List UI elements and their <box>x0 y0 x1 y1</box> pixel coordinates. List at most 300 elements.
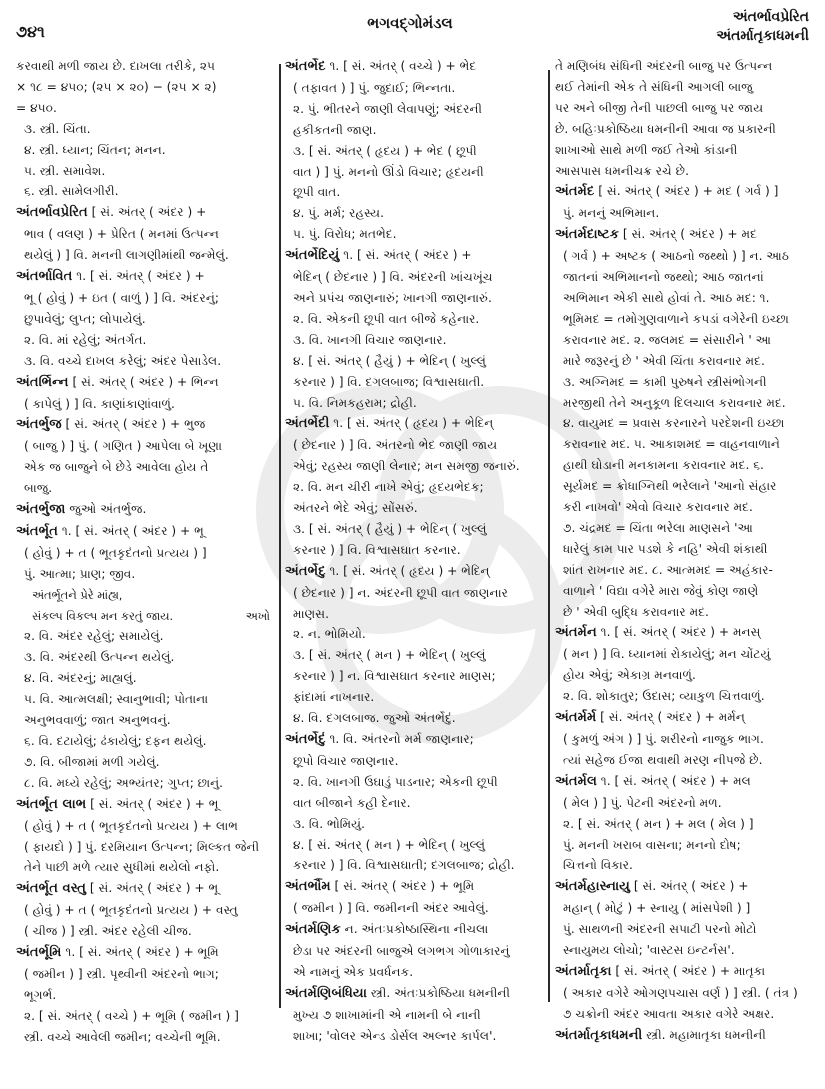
definition-text: ભૂ ( હોવું ) + ઇત ( વાળું ) ] વિ. અંદરનું; <box>24 290 220 305</box>
definition-text: ૪. પું. મર્મ; રહસ્ય. <box>293 206 385 221</box>
entry-line <box>16 606 274 627</box>
entry-line <box>285 708 542 729</box>
definition-text: ૭. વિ. બીજામાં મળી ગયેલું. <box>24 754 160 769</box>
definition-text: ૧. [ સં. અંતર્ ( અંદર ) + મલ <box>596 773 751 788</box>
definition-text: પું. મનની ખરાબ વાસના; મનનો દોષ; <box>563 837 741 852</box>
definition-text: અભિમાન એકી સાથે હોવાં તે. આઠ મદ: ૧. <box>563 290 770 305</box>
entry-line <box>285 624 542 645</box>
definition-text: × ૧૮ = ૪૫૦; (૨૫ × ૨૦) − (૨૫ × ૨) <box>16 79 217 94</box>
entry-line <box>16 626 274 647</box>
entry-line <box>285 1026 542 1047</box>
entry-line <box>555 665 813 686</box>
definition-text: ૨. વિ. માં રહેલું; અંતર્ગત. <box>24 332 147 347</box>
definition-text: ( ગર્વ ) + અષ્ટક ( આઠનો જથ્થો ) ] ન. આઠ <box>563 249 789 264</box>
definition-text: ૨. વિ. શોકાતુર; ઉદાસ; વ્યાકુળ ચિત્તવાળું. <box>563 689 765 704</box>
definition-text: ૨. [ સં. અંતર્ ( વચ્ચે ) + ભૂમિ ( જમીન ) ] <box>24 1008 239 1023</box>
entry-line <box>555 729 813 750</box>
entry-line <box>285 1005 542 1026</box>
definition-text: સ્ત્રી. મહામાતૃકા ધમનીની <box>642 1027 766 1042</box>
definition-text: વાત બીજાને કહી દેનાર. <box>293 795 411 810</box>
entry-line <box>285 687 542 708</box>
definition-text: એ નામનું એક પ્રવર્ધનક. <box>293 964 414 979</box>
definition-text: કરનાર ) ] વિ. વિશ્વાસઘાતી; દગલબાજ; દ્રોહી. <box>293 858 515 873</box>
definition-text: ૨. વિ. એકની છૂપી વાત બીજે કહેનાર. <box>293 311 480 326</box>
entry-headword-line <box>285 876 542 898</box>
definition-text: [ સં. અંતર્ ( અંદર ) + ભૂ <box>86 881 219 896</box>
entry-line <box>285 203 542 224</box>
definition-text: ૩. વિ. વચ્ચે દાખલ કરેલું; અંદર પેસાડેલ. <box>24 353 222 368</box>
entry-line <box>285 267 542 288</box>
definition-text: ૧. [ સં. અંતર્ ( અંદર ) + <box>72 269 205 284</box>
entry-line <box>555 686 813 707</box>
definition-text: ( જમીન ) ] વિ. જમીનની અંદર આવેલું. <box>293 901 489 916</box>
entry-line <box>16 816 274 837</box>
column-middle <box>285 56 542 1047</box>
entry-line <box>285 182 542 203</box>
definition-text: [ સં. અંતર્ ( અંદર ) + ભુજ <box>61 417 206 432</box>
entry-line <box>16 436 274 457</box>
entry-line <box>16 309 274 330</box>
definition-text: ૫. વિ. નિમકહરામ; દ્રોહી. <box>293 395 417 410</box>
entry-line <box>16 773 274 794</box>
definition-text: [ સં. અંતર્ ( અંદર ) + ભિન્ન <box>68 374 219 389</box>
entry-line <box>555 983 813 1004</box>
definition-text: ૩. વિ. ભોમિયું. <box>293 816 365 831</box>
entry-line <box>285 120 542 141</box>
page-header <box>0 0 825 56</box>
entry-headword-line <box>285 245 542 267</box>
entry-headword-line <box>16 521 274 543</box>
headword: અંતર્ભેદિયું <box>285 248 340 264</box>
definition-text: થયેલું ) ] વિ. મનની લાગણીમાંથી જન્મેલું. <box>24 248 229 263</box>
definition-text: ૧. [ સં. અંતર્ ( અંદર ) + ભૂમિ <box>61 945 219 960</box>
entry-line <box>285 519 542 540</box>
entry-line <box>555 560 813 581</box>
entry-line <box>285 330 542 351</box>
entry-line <box>16 689 274 710</box>
headword: અંતર્મર્મ <box>555 710 597 726</box>
definition-text: છે ' એવી બુદ્ધિ કરાવનાર મદ. <box>563 604 709 619</box>
definition-text: ( હોવું ) + ત ( ભૂતકૃદંતનો પ્રત્યય ) + વસ્તુ <box>24 903 238 918</box>
definition-text: ( મેલ ) ] પું. પેટની અંદરનો મળ. <box>563 795 722 810</box>
definition-text: કરનાર ) ] વિ. વિશ્વાસઘાત કરનાર. <box>293 542 461 557</box>
entry-headword-line <box>555 707 813 729</box>
column-left <box>16 56 274 1048</box>
definition-text: ૧. વિ. અંતરનો મર્મ જાણનાર; <box>325 732 474 746</box>
definition-text: તેને પાછી મળે ત્યાર સુધીમાં થયેલો નફો. <box>24 860 220 875</box>
entry-line <box>555 351 813 372</box>
definition-text: ન. અંતઃપ્રકોષ્ઠાસ્થિના નીચલા <box>340 922 489 937</box>
definition-text: ૧. [ સં. અંતર્ ( હૃદય ) + ભેદિન્ <box>329 416 494 431</box>
definition-text: ( મન ) ] વિ. ધ્યાનમાં રોકાયેલું; મન ચોંટયું <box>563 647 771 662</box>
guide-words <box>716 8 809 46</box>
entry-headword-line <box>555 1025 813 1047</box>
entry-line <box>555 539 813 560</box>
entry-line <box>16 837 274 858</box>
headword: અંતર્ભુજ <box>16 417 62 433</box>
definition-text: મરજીથી તેને અનુકૂળ દિલચાલ કરાવનાર મદ. <box>563 395 786 410</box>
entry-line <box>16 1027 274 1048</box>
entry-headword-line <box>285 413 542 435</box>
definition-text: ૪. વાયુમદ = પ્રવાસ કરનારને પરદેશની ઇચ્છા <box>563 416 785 431</box>
entry-line <box>16 478 274 499</box>
entry-line <box>555 56 813 77</box>
definition-text: કરી નાખવો' એવો વિચાર કરાવનાર મદ. <box>563 500 753 515</box>
entry-headword-line <box>555 876 813 898</box>
entry-line <box>16 964 274 985</box>
entry-line <box>555 497 813 518</box>
entry-headword-line <box>285 561 542 583</box>
headword: અંતર્માતૃકા <box>555 963 612 979</box>
definition-text: [ સં. અંતર્ ( અંદર ) + મદ ( ગર્વ ) ] <box>594 184 779 199</box>
entry-line <box>16 245 274 266</box>
definition-text: ૪. સ્ત્રી. ધ્યાન; ચિંતન; મનન. <box>24 142 166 157</box>
definition-text: તે મણિબંધ સંધિની અંદરની બાજુ પર ઉત્પન્ન <box>555 59 773 73</box>
definition-text: અનુભવવાળું; જાત અનુભવનું. <box>24 713 171 728</box>
headword: અંતર્ભેદુ <box>285 563 326 579</box>
entry-line <box>285 540 542 561</box>
entry-line <box>555 644 813 665</box>
entry-line <box>16 98 274 119</box>
definition-text: શાંત રાખનાર મદ. ૮. આત્મમદ = અહંકાર- <box>563 562 773 577</box>
entry-line <box>555 898 813 919</box>
definition-text: સંકલ્પ વિકલ્પ મન કરતું જાય. <box>32 608 174 623</box>
entry-headword-line <box>285 56 542 78</box>
definition-text: વાત ) ] પું. મનનો ઊંડો વિચાર; હૃદયની <box>293 164 484 179</box>
entry-line <box>285 162 542 183</box>
definition-text: ૨. પું. ભીતરને જાણી લેવાપણું; અંદરની <box>293 101 483 116</box>
entry-line <box>16 985 274 1006</box>
page-number: ૭૪૧ <box>16 22 45 41</box>
entry-line <box>555 814 813 835</box>
definition-text: પું. આત્મા; પ્રાણ; જીવ. <box>24 566 136 581</box>
entry-headword-line <box>555 181 813 203</box>
definition-text: અંતર્ભૂતને પ્રેરે માંહ્ય, <box>32 587 123 602</box>
entry-line <box>285 498 542 519</box>
definition-text: [ સં. અંતર્ ( અંદર ) + ભૂ <box>86 796 219 811</box>
entry-line <box>285 99 542 120</box>
entry-line <box>555 793 813 814</box>
definition-text: ત્યાં સહેજ ઈજા થવાથી મરણ નીપજે છે. <box>563 752 763 767</box>
definition-text: ( ફાયદો ) ] પું. દરમિયાન ઉત્પન્ન; મિલ્કત જેની <box>24 839 260 854</box>
entry-line <box>555 267 813 288</box>
entry-line <box>285 604 542 625</box>
definition-text: ૧. [ સં. અંતર્ ( અંદર ) + મનસ્ <box>596 625 761 640</box>
definition-text: માણસ. <box>293 606 329 621</box>
definition-text: થઈ તેમાંની એક તે સંધિની આગલી બાજુ <box>555 79 753 94</box>
headword: અંતર્ભાવિત <box>16 269 73 285</box>
definition-text: ૩. વિ. ખાનગી વિચાર જાણનાર. <box>293 332 447 347</box>
definition-text: છુપાવેલું; લુપ્ત; લોપાયેલું. <box>24 311 146 326</box>
definition-text: ( હોવું ) + ત ( ભૂતકૃદંતનો પ્રત્યય ) + લાભ <box>24 818 238 833</box>
definition-text: હકીકતની જાણ. <box>293 122 377 137</box>
definition-text: છૂપો વિચાર જાણનાર. <box>293 753 399 768</box>
definition-text: મુખ્ય ૭ શાખામાંની એ નામની બે નાની <box>293 1007 481 1022</box>
definition-text: મહાન્ ( મોટું ) + સ્નાયુ ( માંસપેશી ) ] <box>563 901 751 916</box>
definition-text: કરાવનાર મદ. ૫. આકાશમદ = વાહનવાળાને <box>563 437 780 452</box>
entry-headword-line <box>16 942 274 964</box>
definition-text: ૩. વિ. અંદરથી ઉત્પન્ન થયેલું. <box>24 650 175 665</box>
definition-text: ૨. [ સં. અંતર્ ( મન ) + મલ ( મેલ ) ] <box>563 816 754 831</box>
headword: અંતર્ભૂત લાભ <box>16 796 87 812</box>
definition-text: ( જમીન ) ] સ્ત્રી. પૃથ્વીની અંદરનો ભાગ; <box>24 966 219 981</box>
entry-line <box>285 941 542 962</box>
headword: અંતર્મદ <box>555 184 595 200</box>
entry-line <box>16 668 274 689</box>
entry-line <box>16 731 274 752</box>
definition-text: જુઓ અંતર્ભુજ. <box>65 502 147 517</box>
entry-line <box>16 119 274 140</box>
definition-text: ૨. ન. ભોમિયો. <box>293 627 366 642</box>
definition-text: ( અકાર વગેરે ઓગણપચાસ વર્ણ ) ] સ્ત્રી. ( તંત્ર ) <box>563 985 798 1000</box>
entry-headword-line <box>555 771 813 793</box>
definition-text: ભૂમિમદ = તમોગુણવાળાને કપડાં વગેરેની ઇચ્છા <box>563 311 789 326</box>
entry-line <box>555 602 813 623</box>
definition-text: ૭. ચંદ્રમદ = ચિંતા ભરેલા માણસને 'આ <box>563 520 754 535</box>
entry-line <box>555 98 813 119</box>
entry-line <box>16 394 274 415</box>
definition-text: ૩. [ સં. અંતર્ ( મન ) + ભેદિન્ ( ખુલ્લું <box>293 648 486 663</box>
definition-text: બાજુ. <box>24 481 53 496</box>
entry-line <box>16 161 274 182</box>
headword: અંતર્ભાવપ્રેરિત <box>16 205 88 221</box>
definition-text: ૫. પું. વિરોધ; મતભેદ. <box>293 227 397 242</box>
definition-text: ભૂગર્ભ. <box>24 987 57 1002</box>
entry-headword-line <box>555 224 813 246</box>
definition-text: ૧. [ સં. અંતર્ ( હૃદય ) + ભેદિન્ <box>325 563 490 578</box>
headword: અંતર્મણિક <box>285 922 341 938</box>
definition-text: હાથી ઘોડાની મનકામના કરાવનાર મદ. ૬. <box>563 458 764 473</box>
entry-headword-line <box>16 878 274 900</box>
definition-text: ૬. વિ. દટાયેલું; ઢંકાયેલું; દફન થયેલું. <box>24 734 207 748</box>
entry-line <box>16 1006 274 1027</box>
entry-line <box>285 309 542 330</box>
headword: અંતર્ભૂત વસ્તુ <box>16 881 87 897</box>
definition-text: પું. સાથળની અંદરની સપાટી પરનો મોટો <box>563 922 757 937</box>
definition-text: [ સં. અંતર્ ( અંદર ) + મદ <box>619 227 757 242</box>
entry-line <box>285 393 542 414</box>
headword: અંતર્માતૃકાધમની <box>555 1027 643 1043</box>
definition-text: ૪. [ સં. અંતર્ ( મન ) + ભેદિન્ ( ખુલ્લું <box>293 837 486 852</box>
headword: અંતર્ભેદ <box>285 59 326 74</box>
definition-text: પર અને બીજી તેની પાછલી બાજુ પર જાય <box>555 100 764 115</box>
definition-text: ૫. વિ. આત્મલક્ષી; સ્વાનુભાવી; પોતાના <box>24 692 209 707</box>
entry-headword-line <box>16 794 274 816</box>
entry-headword-line <box>285 729 542 751</box>
definition-text: છે. બહિઃપ્રકોષ્ઠિયા ધમનીની આવા જ પ્રકારની <box>555 121 776 136</box>
entry-line <box>16 224 274 245</box>
definition-text: શાખાઓ સાથે મળી જઈ તેઓ કાંડાની <box>555 142 738 157</box>
definition-text: ૩. અગ્નિમદ = કામી પુરુષને સ્ત્રીસંભોગની <box>563 374 767 389</box>
definition-text: સ્ત્રી. અંતઃપ્રકોષ્ઠિયા ધમનીની <box>366 985 510 1000</box>
definition-text: ૪. [ સં. અંતર્ ( હૈયું ) + ભેદિન્ ( ખુલ્લું <box>293 353 486 368</box>
definition-text: ચિત્તનો વિકાર. <box>563 858 633 873</box>
entry-line <box>16 752 274 773</box>
definition-text: ( હોવું ) + ત ( ભૂતકૃદંતનો પ્રત્યય ) ] <box>24 545 207 560</box>
entry-line <box>285 666 542 687</box>
definition-text: [ સં. અંતર્ ( અંદર ) + <box>629 879 749 894</box>
definition-text: એક જ બાજુને બે છેડે આવેલા હોય તે <box>24 460 209 475</box>
entry-line <box>555 855 813 876</box>
entry-line <box>285 456 542 477</box>
definition-text: છૂપી વાત. <box>293 185 341 200</box>
entry-headword-line <box>16 266 274 288</box>
entry-line <box>555 393 813 414</box>
entry-line <box>555 835 813 856</box>
definition-text: હોય એવું; એકાગ્ર મનવાળું. <box>563 668 696 683</box>
entry-headword-line <box>555 961 813 983</box>
headword: અંતર્મન <box>555 625 597 641</box>
definition-text: ૮. વિ. મધ્યે રહેલું; અભ્યંતર; ગુપ્ત; છાનું. <box>24 775 224 790</box>
definition-text: ૪. વિ. અંદરનું; માહ્યલું. <box>24 671 137 686</box>
definition-text: કરનાર ) ] ન. વિશ્વાસઘાત કરનાર માણસ; <box>293 669 496 684</box>
definition-text: ભેદિન્ ( છેદનાર ) ] વિ. અંદરની ખાંચખૂંચ <box>293 270 493 285</box>
definition-text: ૧. [ સં. અંતર્ ( અંદર ) + <box>339 248 472 263</box>
entry-line <box>16 710 274 731</box>
headword: અંતર્મદાષ્ટક <box>555 227 620 243</box>
entry-line <box>285 772 542 793</box>
entry-line <box>16 181 274 202</box>
guide-word-last: અંતર્માતૃકાધમની <box>716 28 809 44</box>
entry-line <box>285 288 542 309</box>
definition-text: ( કાપેલું ) ] વિ. કાણાંકાણાંવાળું. <box>24 396 175 411</box>
entry-line <box>555 413 813 434</box>
entry-line <box>16 921 274 942</box>
definition-text: ૧. [ સં. અંતર્ ( વચ્ચે ) + ભેદ <box>325 59 477 73</box>
entry-line <box>555 161 813 182</box>
entry-line <box>16 857 274 878</box>
entry-line <box>285 224 542 245</box>
headword: અંતર્ભેદું <box>285 732 326 747</box>
definition-text: ( છેદનાર ) ] ન. અંદરની છૂપી વાત જાણનાર <box>293 585 508 600</box>
entry-line <box>555 77 813 98</box>
verse-author: અખો <box>245 608 270 623</box>
entry-line <box>555 919 813 940</box>
definition-text: આસપાસ ધમનીચક્ર રચે છે. <box>555 163 689 178</box>
entry-headword-line <box>555 622 813 644</box>
headword: અંતર્મણિબંધિયા <box>285 985 367 1001</box>
entry-line <box>555 476 813 497</box>
entry-headword-line <box>16 414 274 436</box>
definition-text: ( તફાવત ) ] પું. જુદાઈ; ભિન્નતા. <box>293 80 456 95</box>
entry-headword-line <box>285 919 542 941</box>
headword: અંતર્ભૂમિ <box>16 945 62 961</box>
definition-text: ( છેદનાર ) ] વિ. અંતરનો ભેદ જાણી જાય <box>293 438 498 453</box>
definition-text: સૂર્યમદ = ક્રોધાગ્નિથી ભરેલાને 'આનો સંહાર <box>563 479 777 494</box>
definition-text: ૭ ચક્રોની અંદર આવતા અકાર વગેરે અક્ષર. <box>563 1006 775 1021</box>
definition-text: પું. મનનું અભિમાન. <box>563 206 660 221</box>
entry-line <box>285 751 542 772</box>
definition-text: એવું; રહસ્ય જાણી લેનાર; મન સમજી જનારું. <box>293 459 520 474</box>
definition-text: ૫. સ્ત્રી. સમાવેશ. <box>24 163 106 178</box>
entry-line <box>16 351 274 372</box>
entry-line <box>555 140 813 161</box>
definition-text: જાતનાં અભિમાનનો જથ્થો; આઠ જાતનાં <box>563 270 764 285</box>
entry-line <box>16 140 274 161</box>
entry-line <box>555 455 813 476</box>
entry-line <box>16 585 274 606</box>
entry-line <box>16 77 274 98</box>
definition-text: કરાવનાર મદ. ૨. જલમદ = સંસારીને ' આ <box>563 332 772 347</box>
definition-text: ૨. વિ. મન ચીરી નાખે એવું; હૃદયભેદક; <box>293 480 484 495</box>
headword: અંતર્ભૌમ <box>285 879 331 895</box>
definition-text: સ્ત્રી. વચ્ચે આવેલી જમીન; વચ્ચેની ભૂમિ. <box>24 1029 221 1044</box>
entry-line <box>555 518 813 539</box>
entry-line <box>16 543 274 564</box>
entry-line <box>16 564 274 585</box>
definition-text: મારે જરૂરનું છે ' એવી ચિંતા કરાવનાર મદ. <box>563 353 765 368</box>
entry-line <box>285 898 542 919</box>
definition-text: ( કુમળું અંગ ) ] પું. શરીરનો નાજુક ભાગ. <box>563 732 764 746</box>
definition-text: ધારેલું કામ પાર પડશે કે નહિ' એવી શંકાથી <box>563 541 768 556</box>
entry-line <box>285 793 542 814</box>
definition-text: ( બાજુ ) ] પું. ( ગણિત ) આપેલા બે ખૂણા <box>24 439 222 454</box>
guide-word-first: અંતર્ભાવપ્રેરિત <box>732 9 809 25</box>
entry-line <box>555 203 813 224</box>
definition-text: શાખા; 'વોલર એન્ડ ડોર્સલ અલ્નર કાર્પલ'. <box>293 1028 497 1043</box>
definition-text: ૬. સ્ત્રી. સામેલગીરી. <box>24 184 119 199</box>
definition-text: ભાવ ( વલણ ) + પ્રેરિત ( મનમાં ઉત્પન્ન <box>24 227 219 242</box>
headword: અંતર્ભિન્ન <box>16 374 69 390</box>
entry-headword-line <box>16 202 274 224</box>
definition-text: અંતરને ભેદે એવું; સોંસરું. <box>293 501 418 516</box>
entry-line <box>285 351 542 372</box>
definition-text: [ સં. અંતર્ ( અંદર ) + માતૃકા <box>611 963 766 978</box>
entry-line <box>16 647 274 668</box>
entry-line <box>285 814 542 835</box>
column-right <box>555 56 813 1047</box>
definition-text: ફાંદામાં નાખનાર. <box>293 690 375 705</box>
definition-text: ૩. [ સં. અંતર્ ( હૃદય ) + ભેદ ( છૂપી <box>293 143 477 158</box>
entry-headword-line <box>16 372 274 394</box>
definition-text: ૩. સ્ત્રી. ચિંતા. <box>24 121 91 136</box>
entry-line <box>16 330 274 351</box>
entry-line <box>555 1004 813 1025</box>
entry-line <box>16 288 274 309</box>
entry-line <box>285 835 542 856</box>
entry-line <box>16 56 274 77</box>
entry-line <box>285 477 542 498</box>
entry-headword-line <box>285 983 542 1005</box>
definition-text: કરનાર ) ] વિ. દગલબાજ; વિશ્વાસઘાતી. <box>293 374 485 389</box>
entry-line <box>555 434 813 455</box>
entry-line <box>555 372 813 393</box>
definition-text: અને પ્રપંચ જાણનારું; ખાનગી જાણનારું. <box>293 290 492 305</box>
definition-text: [ સં. અંતર્ ( અંદર ) + મર્મન્ <box>596 710 745 725</box>
entry-line <box>285 141 542 162</box>
definition-text: = ૪૫૦. <box>16 100 57 115</box>
entry-line <box>555 750 813 771</box>
headword: અંતર્ભેદી <box>285 416 330 432</box>
definition-text: ૧. [ સં. અંતર્ ( અંદર ) + ભૂ <box>57 523 204 538</box>
entry-line <box>555 119 813 140</box>
definition-text: વાળાને ' વિદ્યા વગેરે મારા જેવું કોણ જાણે <box>563 583 759 598</box>
entry-line <box>555 330 813 351</box>
definition-text: ૨. વિ. અંદર રહેલું; સમાયેલું. <box>24 629 164 644</box>
entry-line <box>285 962 542 983</box>
headword: અંતર્મહાસ્નાયુ <box>555 879 630 895</box>
entry-line <box>285 435 542 456</box>
entry-line <box>555 246 813 267</box>
entry-line <box>285 583 542 604</box>
definition-text: [ સં. અંતર્ ( અંદર ) + <box>87 205 207 220</box>
book-title: ભગવદ્ગોમંડલ <box>367 14 453 32</box>
headword: અંતર્મલ <box>555 773 597 789</box>
entry-line <box>285 78 542 99</box>
entry-line <box>285 645 542 666</box>
entry-line <box>285 855 542 876</box>
definition-text: [ સં. અંતર્ ( અંદર ) + ભૂમિ <box>330 879 475 894</box>
